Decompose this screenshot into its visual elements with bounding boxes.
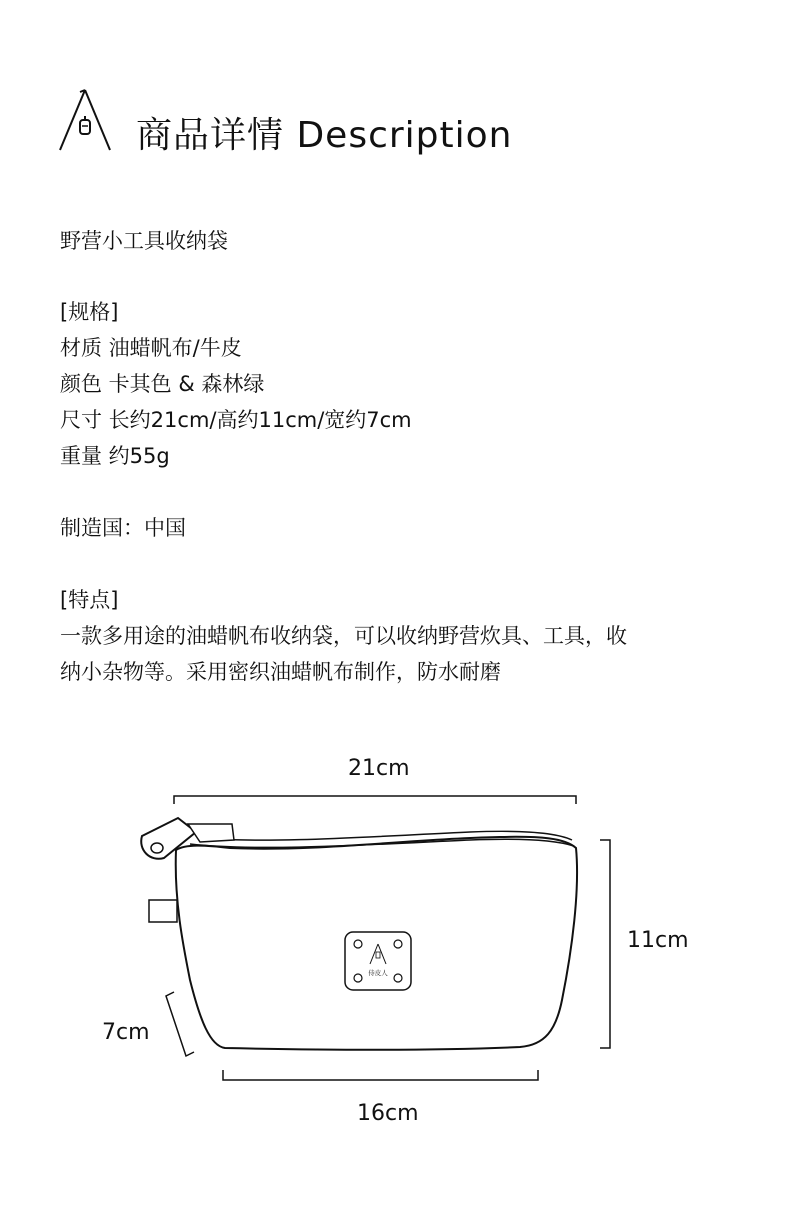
bottom-width-label: 16cm [357, 1101, 419, 1126]
tent-lantern-icon [56, 88, 114, 154]
depth-label: 7cm [102, 1020, 150, 1045]
leather-patch [345, 932, 411, 990]
page-title: 商品详情 Description [136, 115, 513, 156]
origin: 制造国：中国 [60, 516, 186, 540]
specs-heading: [规格] [60, 300, 119, 324]
side-tab [149, 900, 177, 922]
spec-material: 材质 油蜡帆布/牛皮 [60, 336, 242, 360]
height-label: 11cm [627, 928, 689, 953]
width-top-bracket [174, 796, 576, 804]
features-line-2: 纳小杂物等。采用密织油蜡帆布制作，防水耐磨 [60, 660, 501, 684]
width-bottom-bracket [223, 1070, 538, 1080]
features-line-1: 一款多用途的油蜡帆布收纳袋，可以收纳野营炊具、工具，收 [60, 624, 627, 648]
spec-weight: 重量 约55g [60, 444, 170, 468]
pouch-dimension-diagram [0, 740, 790, 1160]
depth-bracket [166, 992, 194, 1056]
spec-size: 尺寸 长约21cm/高约11cm/宽约7cm [60, 408, 412, 432]
top-width-label: 21cm [348, 756, 410, 781]
spec-color: 颜色 卡其色 & 森林绿 [60, 372, 265, 396]
height-bracket [600, 840, 610, 1048]
product-name: 野营小工具收纳袋 [60, 229, 228, 253]
features-heading: [特点] [60, 588, 119, 612]
patch-text: 侍皮人 [368, 969, 388, 977]
